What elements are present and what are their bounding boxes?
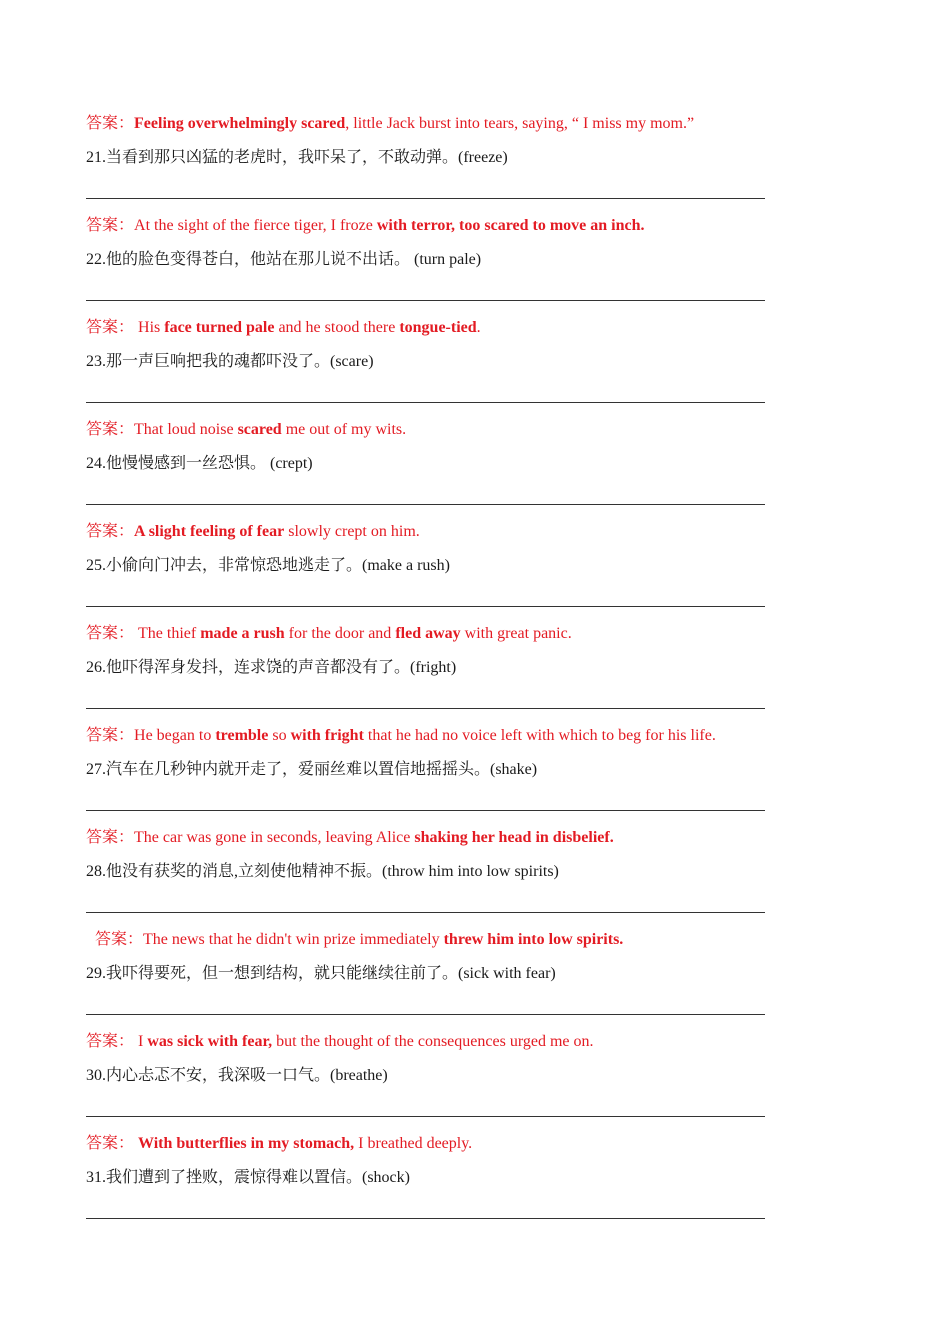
answer-bold: face turned pale <box>164 319 275 336</box>
answer-text: I breathed deeply. <box>354 1135 473 1152</box>
answer-bold: tremble <box>215 727 269 744</box>
answer-text: At the sight of the fierce tiger, I froze <box>134 217 377 234</box>
answer-text: He began to <box>134 727 216 744</box>
answer-text: I <box>134 1033 148 1050</box>
answer-line <box>86 708 765 709</box>
question-21: 21.当看到那只凶猛的老虎时，我吓呆了，不敢动弹。(freeze) <box>86 149 508 166</box>
answer-line <box>86 810 765 811</box>
answer-text: me out of my wits. <box>281 421 407 438</box>
answer-line <box>86 402 765 403</box>
question-23: 23.那一声巨响把我的魂都吓没了。(scare) <box>86 353 374 370</box>
answer-prefix: 答案： <box>95 931 144 948</box>
answer-20 <box>86 114 776 134</box>
answer-bold: fled away <box>395 625 461 642</box>
answer-28 <box>95 930 785 950</box>
answer-text: so <box>268 727 291 744</box>
answer-text: and he stood there <box>274 319 400 336</box>
answer-line <box>86 504 765 505</box>
question-30: 30.内心忐忑不安，我深吸一口气。(breathe) <box>86 1067 388 1084</box>
answer-prefix: 答案： <box>86 421 135 438</box>
answer-text: but the thought of the consequences urged me on. <box>272 1033 594 1050</box>
answer-bold: Feeling overwhelmingly scared <box>134 115 346 132</box>
answer-21 <box>86 216 776 236</box>
answer-bold: tongue-tied <box>399 319 477 336</box>
answer-text: for the door and <box>284 625 396 642</box>
question-31: 31.我们遭到了挫败，震惊得难以置信。(shock) <box>86 1169 410 1186</box>
answer-23 <box>86 420 776 440</box>
question-26: 26.他吓得浑身发抖，连求饶的声音都没有了。(fright) <box>86 659 457 676</box>
answer-prefix: 答案： <box>86 523 135 540</box>
answer-line <box>86 1014 765 1015</box>
answer-30 <box>86 1134 776 1154</box>
answer-bold: made a rush <box>200 625 285 642</box>
answer-bold: with fright <box>290 727 364 744</box>
answer-29 <box>86 1032 776 1052</box>
answer-text: The news that he didn't win prize immediately <box>143 931 444 948</box>
answer-prefix: 答案： <box>86 625 135 642</box>
answer-text: That loud noise <box>134 421 238 438</box>
answer-22 <box>86 318 776 338</box>
answer-prefix: 答案： <box>86 727 135 744</box>
answer-text: with great panic. <box>460 625 572 642</box>
answer-bold: scared <box>237 421 282 438</box>
answer-prefix: 答案： <box>86 1033 135 1050</box>
answer-line <box>86 1218 765 1219</box>
question-25: 25.小偷向门冲去，非常惊恐地逃走了。(make a rush) <box>86 557 450 574</box>
answer-bold: was sick with fear, <box>147 1033 273 1050</box>
question-27: 27.汽车在几秒钟内就开走了，爱丽丝难以置信地摇摇头。(shake) <box>86 761 538 778</box>
answer-24 <box>86 522 776 542</box>
answer-26 <box>86 726 776 746</box>
answer-bold: shaking her head in disbelief. <box>414 829 614 846</box>
answer-text: His <box>134 319 165 336</box>
answer-bold: With butterflies in my stomach, <box>138 1135 355 1152</box>
answer-text: The car was gone in seconds, leaving Alice <box>134 829 415 846</box>
answer-line <box>86 912 765 913</box>
answer-line <box>86 198 765 199</box>
answer-text: The thief <box>134 625 201 642</box>
answer-text: . <box>476 319 481 336</box>
question-24: 24.他慢慢感到一丝恐惧。 (crept) <box>86 455 313 472</box>
answer-line <box>86 300 765 301</box>
answer-text: slowly crept on him. <box>284 523 420 540</box>
answer-bold: with terror, too scared to move an inch. <box>376 217 645 234</box>
question-22: 22.他的脸色变得苍白，他站在那儿说不出话。 (turn pale) <box>86 251 482 268</box>
answer-prefix: 答案： <box>86 829 135 846</box>
answer-line <box>86 606 765 607</box>
question-28: 28.他没有获奖的消息,立刻使他精神不振。(throw him into low spirits) <box>86 863 559 880</box>
answer-27 <box>86 828 776 848</box>
answer-prefix: 答案： <box>86 217 135 234</box>
answer-prefix: 答案： <box>86 319 135 336</box>
question-29: 29.我吓得要死，但一想到结构，就只能继续往前了。(sick with fear) <box>86 965 556 982</box>
answer-25 <box>86 624 776 644</box>
answer-text: , little Jack burst into tears, saying, “ I miss my mom.” <box>345 115 695 132</box>
answer-line <box>86 1116 765 1117</box>
answer-prefix: 答案： <box>86 115 135 132</box>
answer-prefix: 答案： <box>86 1135 135 1152</box>
answer-bold: threw him into low spirits. <box>443 931 624 948</box>
answer-text: that he had no voice left with which to beg for his life. <box>363 727 716 744</box>
answer-bold: A slight feeling of fear <box>134 523 285 540</box>
